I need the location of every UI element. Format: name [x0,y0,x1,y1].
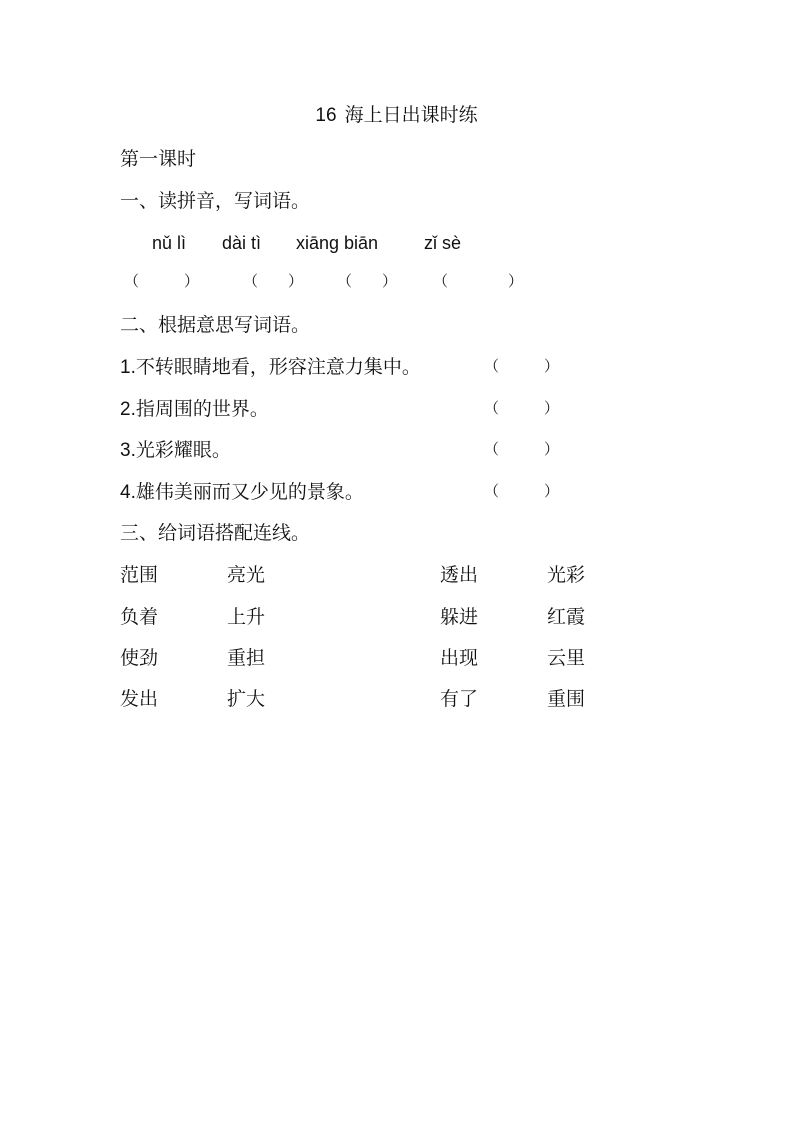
item-number: 4. [120,482,136,503]
item-text: 指周围的世界。 [135,398,269,420]
match-word[interactable]: 负着 [120,606,159,628]
answer-blank-3[interactable]: （ ） [337,272,398,290]
match-word[interactable]: 亮光 [227,564,266,586]
answer-blank-1[interactable]: （ ） [124,272,200,290]
definition-item [120,358,421,377]
match-word[interactable]: 有了 [440,688,479,710]
answer-blank-2[interactable]: （ ） [243,272,304,290]
definition-answer-blank[interactable]: （ ） [484,482,560,500]
match-word[interactable]: 扩大 [227,688,266,710]
match-word[interactable]: 上升 [227,606,266,628]
match-word[interactable]: 透出 [440,564,479,586]
match-word[interactable]: 使劲 [120,647,159,669]
match-word[interactable]: 范围 [120,564,159,586]
pinyin-1: nǔ lì [152,233,187,253]
item-text: 不转眼睛地看，形容注意力集中。 [135,356,421,378]
lesson-title: 海上日出课时练 [344,104,478,126]
item-text: 雄伟美丽而又少见的景象。 [135,481,364,503]
definition-answer-blank[interactable]: （ ） [484,399,560,417]
section-2-heading: 二、根据意思写词语。 [120,314,311,336]
lesson-period: 第一课时 [120,148,197,170]
match-word[interactable]: 红霞 [547,606,586,628]
definition-answer-blank[interactable]: （ ） [484,357,560,375]
section-3-heading: 三、给词语搭配连线。 [120,522,311,544]
page-title [0,106,793,125]
definition-answer-blank[interactable]: （ ） [484,440,560,458]
definition-item [120,400,269,419]
pinyin-2: dài tì [222,233,262,253]
match-word[interactable]: 发出 [120,688,159,710]
match-word[interactable]: 重围 [547,688,586,710]
definition-item [120,483,364,502]
item-number: 2. [120,399,136,420]
match-word[interactable]: 出现 [440,647,479,669]
match-word[interactable]: 云里 [547,647,586,669]
item-number: 3. [120,440,136,461]
match-word[interactable]: 躲进 [440,606,479,628]
answer-blank-4[interactable]: （ ） [433,272,524,290]
section-1-heading: 一、读拼音，写词语。 [120,190,311,212]
pinyin-4: zǐ sè [424,233,462,253]
lesson-number: 16 [315,105,337,126]
item-number: 1. [120,357,136,378]
match-word[interactable]: 重担 [227,647,266,669]
match-word[interactable]: 光彩 [547,564,586,586]
pinyin-3: xiānɡ biān [296,233,379,253]
item-text: 光彩耀眼。 [135,439,231,461]
definition-item [120,441,231,460]
